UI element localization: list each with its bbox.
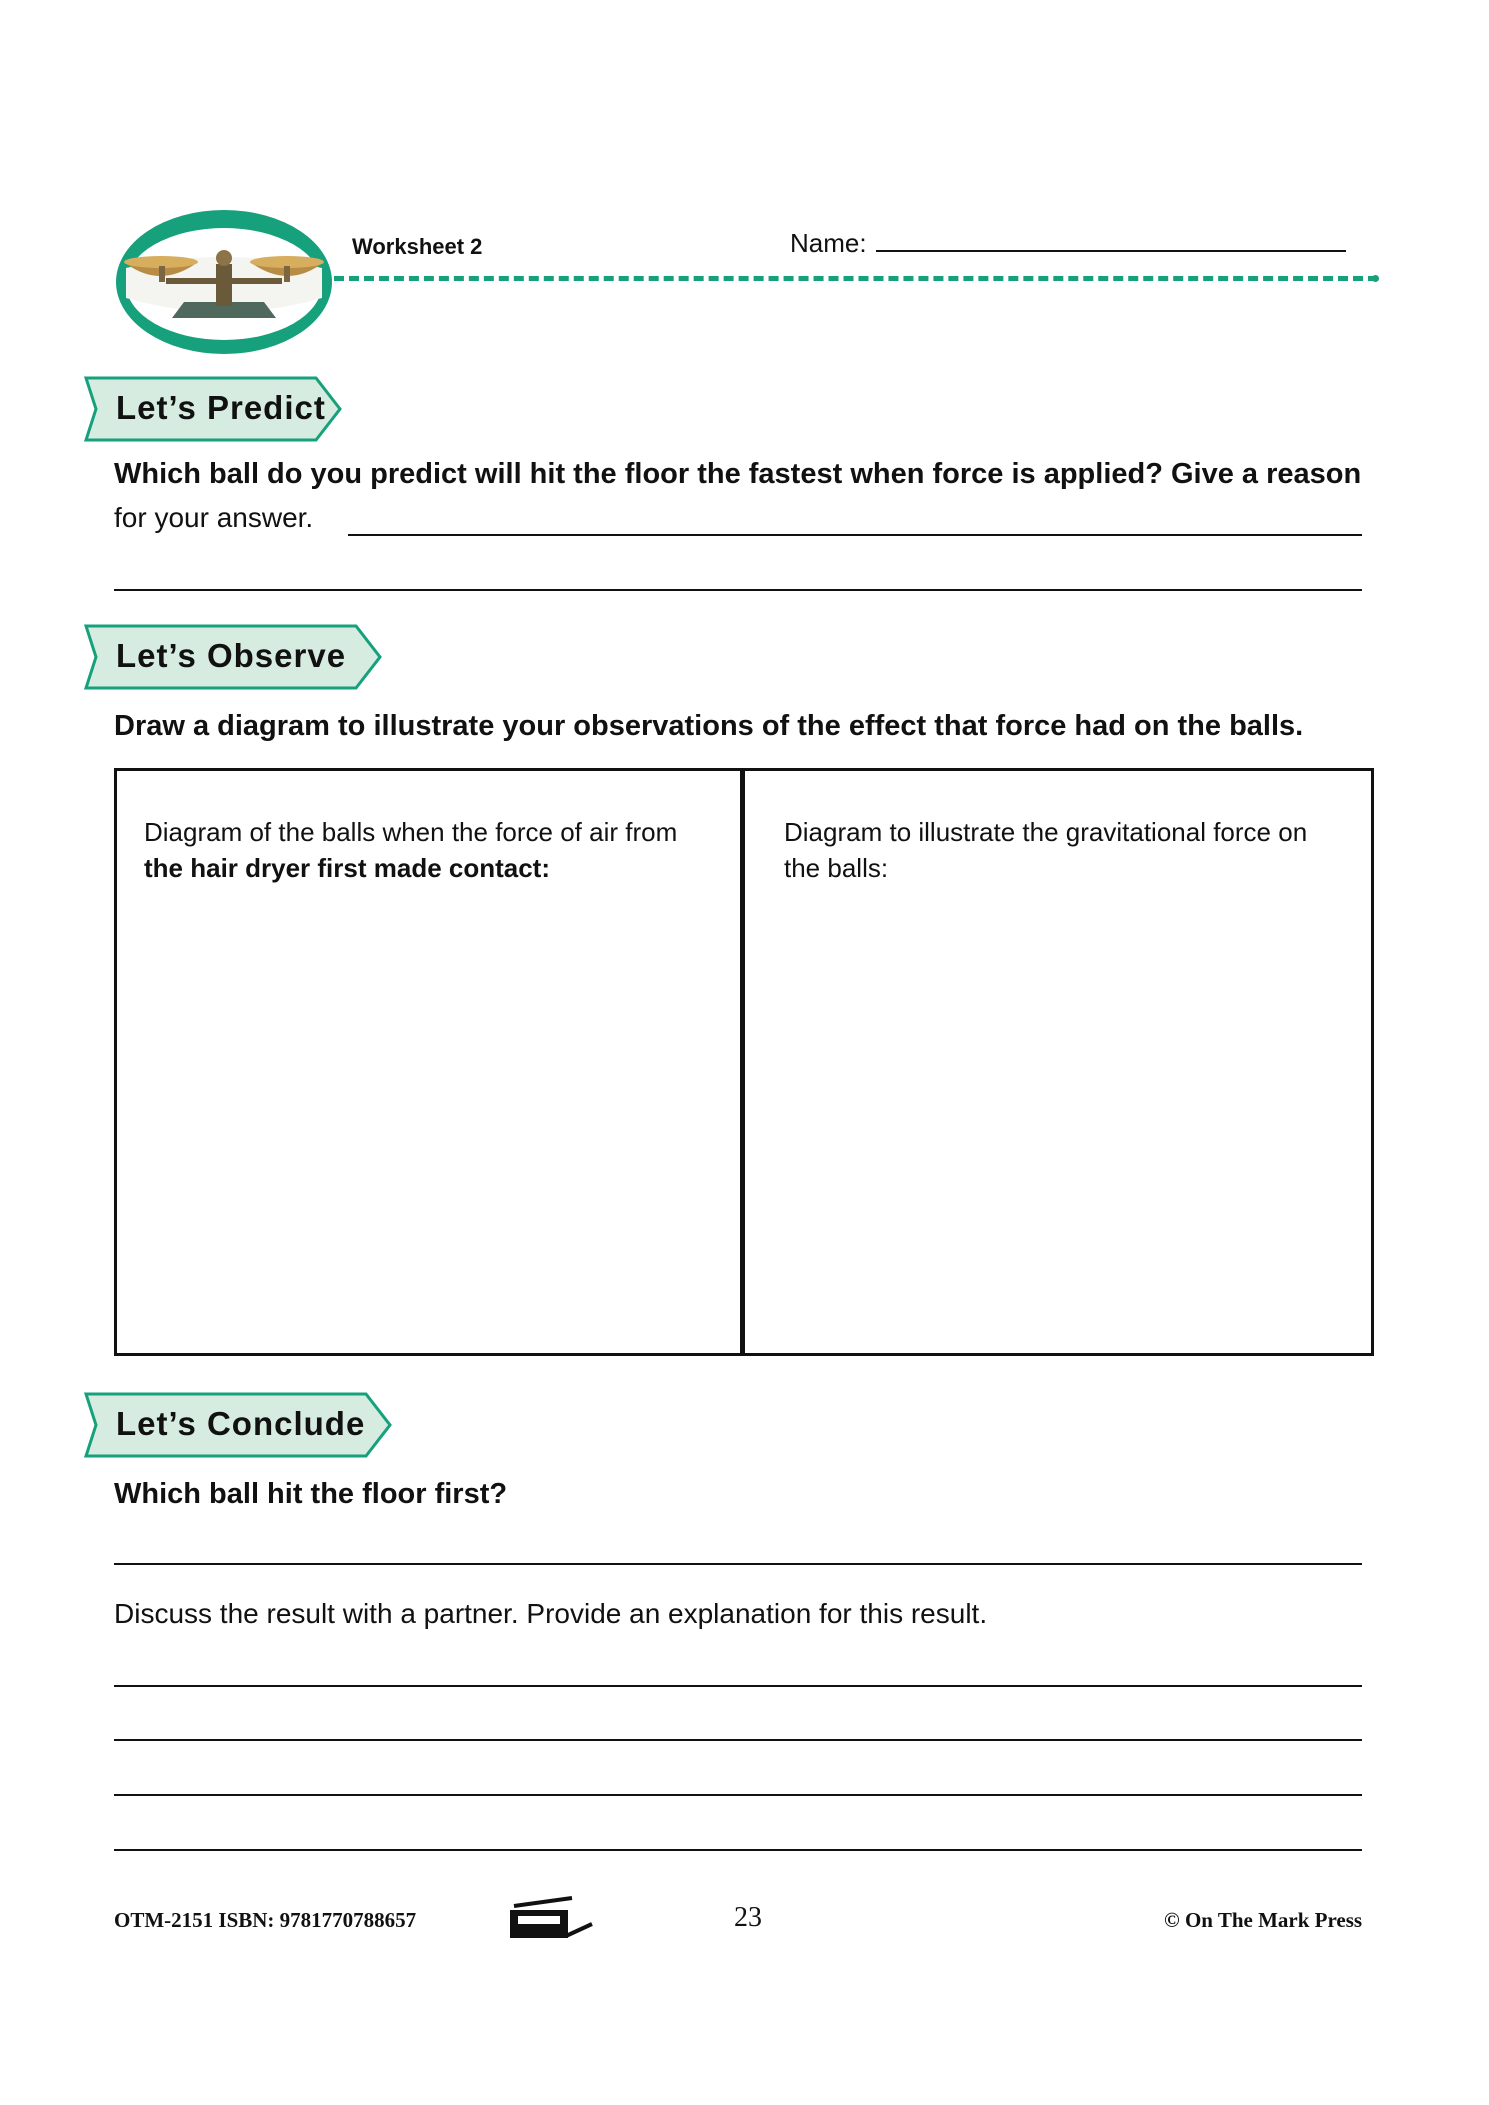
balance-scale-icon	[112, 206, 336, 358]
discuss-answer-line-3[interactable]	[114, 1794, 1362, 1796]
section-tag-conclude	[84, 1392, 394, 1458]
worksheet-label: Worksheet 2	[352, 234, 483, 259]
right-caption-line-2: the balls:	[784, 853, 889, 883]
observation-box-divider	[740, 768, 745, 1356]
footer-code-isbn: OTM-2151 ISBN: 9781770788657	[114, 1908, 417, 1932]
section-tag-predict-label: Let’s Predict	[116, 389, 326, 426]
predict-question: Which ball do you predict will hit the floor the fastest when force is applied? Give a reason	[114, 458, 1362, 490]
conclude-discuss-prompt: Discuss the result with a partner. Provide an explanation for this result.	[114, 1598, 988, 1629]
left-caption-line-2: the hair dryer first made contact:	[144, 853, 550, 883]
conclude-answer-line[interactable]	[114, 1563, 1362, 1565]
discuss-answer-line-4[interactable]	[114, 1849, 1362, 1851]
section-tag-conclude-label: Let’s Conclude	[116, 1405, 366, 1442]
discuss-answer-line-1[interactable]	[114, 1685, 1362, 1687]
name-input-line[interactable]	[876, 250, 1346, 252]
predict-answer-line-2[interactable]	[114, 589, 1362, 591]
observation-right-caption	[784, 814, 1374, 886]
discuss-answer-line-2[interactable]	[114, 1739, 1362, 1741]
predict-answer-line-1[interactable]	[348, 534, 1362, 536]
right-drawing-area[interactable]	[780, 890, 1350, 1330]
predict-question-cont: for your answer.	[114, 502, 314, 533]
header-divider-dot	[1372, 275, 1379, 282]
left-drawing-area[interactable]	[148, 890, 718, 1330]
observation-left-caption	[144, 814, 734, 886]
observe-instruction: Draw a diagram to illustrate your observations of the effect that force had on the balls.	[114, 710, 1304, 742]
publisher-logo-icon	[508, 1896, 594, 1940]
footer-copyright: © On The Mark Press	[1164, 1908, 1363, 1932]
left-caption-line-1: Diagram of the balls when the force of air from	[144, 817, 678, 847]
name-label: Name:	[790, 228, 867, 258]
section-tag-observe	[84, 624, 384, 690]
conclude-question: Which ball hit the floor first?	[114, 1478, 508, 1510]
section-tag-observe-label: Let’s Observe	[116, 637, 347, 674]
right-caption-line-1: Diagram to illustrate the gravitational force on	[784, 817, 1308, 847]
section-tag-predict	[84, 376, 344, 442]
header-divider	[334, 276, 1378, 281]
page-number: 23	[734, 1902, 762, 1933]
